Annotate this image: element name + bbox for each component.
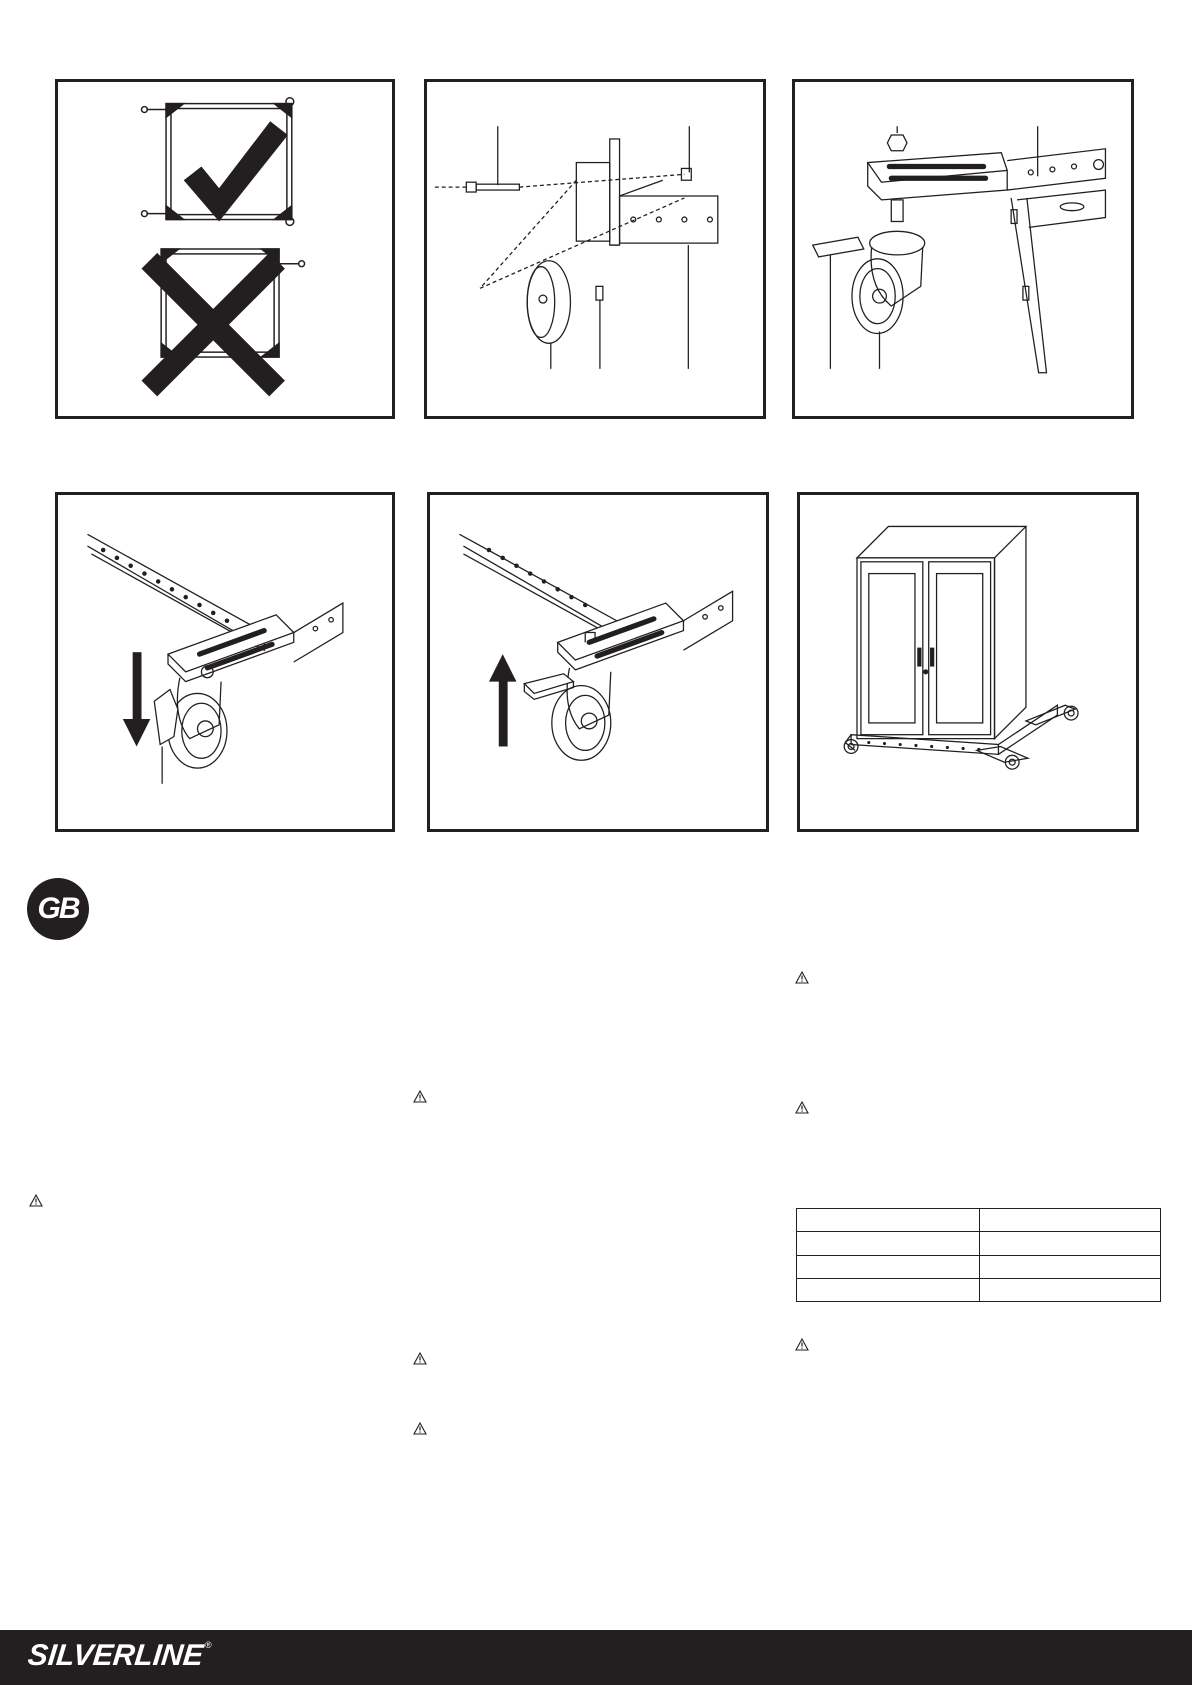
table-cell <box>980 1278 1161 1301</box>
warning-triangle-icon <box>795 1338 809 1351</box>
table-cell <box>980 1255 1161 1278</box>
table-row <box>797 1232 1161 1255</box>
table-cell <box>980 1232 1161 1255</box>
table-cell <box>797 1278 980 1301</box>
figure-orientation <box>55 79 395 419</box>
cabinet-on-mobile-base-icon <box>800 495 1136 829</box>
specification-table <box>796 1208 1161 1302</box>
brand-name: SILVERLINE <box>26 1639 205 1672</box>
table-row <box>797 1209 1161 1232</box>
table-cell <box>797 1209 980 1232</box>
table-row <box>797 1255 1161 1278</box>
warning-triangle-icon <box>795 1101 809 1114</box>
castor-brake-up-arrow-icon <box>430 495 766 829</box>
table-row <box>797 1278 1161 1301</box>
castor-brake-down-arrow-icon <box>58 495 392 829</box>
warning-triangle-icon <box>413 1352 427 1365</box>
castor-bracket-icon <box>795 82 1131 416</box>
figure-cabinet-on-base <box>797 492 1139 832</box>
warning-triangle-icon <box>29 1194 43 1207</box>
registered-mark: ® <box>205 1640 212 1650</box>
warning-triangle-icon <box>413 1422 427 1435</box>
language-badge <box>27 878 89 940</box>
figure-castor-mounting <box>792 79 1134 419</box>
wheel-bolt-exploded-icon <box>427 82 763 416</box>
table-cell <box>797 1232 980 1255</box>
language-badge-label: GB <box>37 892 79 925</box>
warning-triangle-icon <box>413 1090 427 1103</box>
orientation-check-cross-icon <box>58 82 392 416</box>
warning-triangle-icon <box>795 971 809 984</box>
figure-brake-off <box>427 492 769 832</box>
table-cell <box>980 1209 1161 1232</box>
table-cell <box>797 1255 980 1278</box>
brand-logo <box>28 1636 212 1676</box>
figure-brake-on <box>55 492 395 832</box>
figure-wheel-assembly <box>424 79 766 419</box>
